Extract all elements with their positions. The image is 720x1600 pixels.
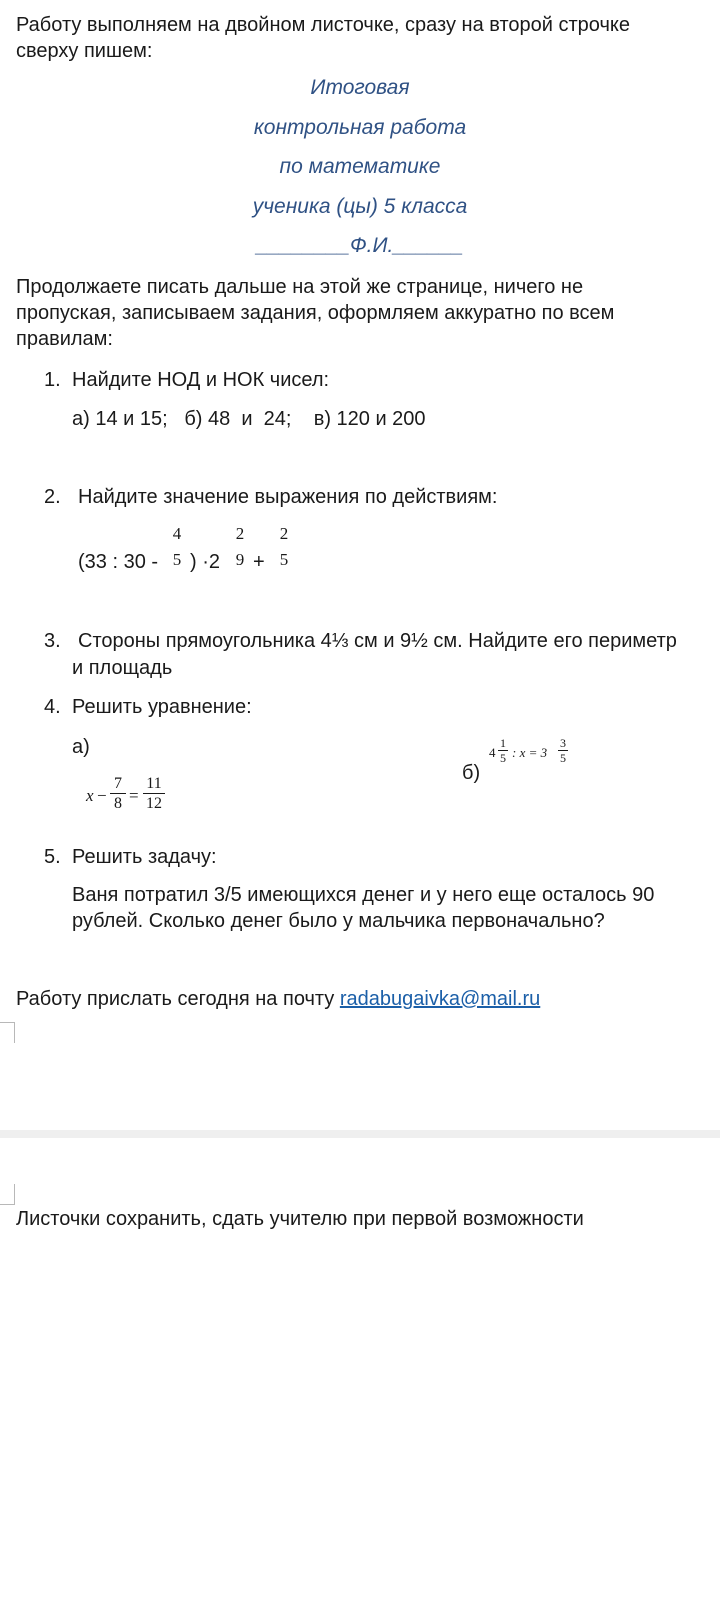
eq-a-fraction-2-numerator: 11 <box>146 775 162 792</box>
task-3-line-1: Стороны прямоугольника 4⅓ см и 9½ см. Найдите его периметр <box>78 630 677 652</box>
continue-line-3: правилам: <box>16 328 113 350</box>
eq-a-fraction-1 <box>110 774 126 813</box>
task-4-number: 4. <box>44 696 61 718</box>
expr-mid: ) ·2 <box>190 551 220 573</box>
expr-plus: + <box>253 551 265 573</box>
task-4-b-label: б) <box>462 762 481 784</box>
task-1-number: 1. <box>44 369 61 391</box>
task-5-text: Решить задачу: <box>72 846 217 868</box>
expr-fraction-2 <box>231 524 249 570</box>
task-4-text: Решить уравнение: <box>72 696 252 718</box>
expr-fraction-2-denominator: 9 <box>235 550 245 569</box>
eq-a-fraction-2-denominator: 12 <box>146 795 162 812</box>
expr-fraction-1 <box>168 524 186 570</box>
task-1-text: Найдите НОД и НОК чисел: <box>72 369 330 391</box>
intro-line-1: Работу выполняем на двойном листочке, сразу на второй строчке <box>16 14 630 36</box>
page-break-band <box>0 1130 720 1138</box>
send-text: Работу прислать сегодня на почту <box>16 988 340 1010</box>
eq-b-fraction-2 <box>558 736 568 765</box>
expr-fraction-3-denominator: 5 <box>279 550 289 569</box>
eq-b-middle: : x = 3 <box>512 745 548 760</box>
title-line-4: ученика (цы) 5 класса <box>252 195 468 218</box>
eq-b-fraction-1-denominator: 5 <box>500 751 506 765</box>
task-5-line-2: рублей. Сколько денег было у мальчика первоначально? <box>72 910 605 932</box>
page-corner-mark-bottom <box>0 1184 15 1205</box>
expr-fraction-3 <box>275 524 293 570</box>
eq-a-fraction-1-numerator: 7 <box>114 775 122 792</box>
task-3-line-2: и площадь <box>72 657 173 679</box>
page-corner-mark-top <box>0 1022 15 1043</box>
task-1-options: а) 14 и 15; б) 48 и 24; в) 120 и 200 <box>72 408 426 430</box>
eq-b-fraction-2-numerator: 3 <box>560 736 566 750</box>
expr-fraction-1-numerator: 4 <box>172 524 182 543</box>
eq-a-equals: = <box>129 786 139 805</box>
eq-a-variable: x <box>86 786 94 805</box>
send-line <box>16 986 540 1012</box>
title-line-2: контрольная работа <box>253 116 467 139</box>
title-line-1: Итоговая <box>310 76 410 99</box>
email-link[interactable]: radabugaivka@mail.ru <box>339 988 541 1010</box>
eq-b-whole-1: 4 <box>489 745 496 760</box>
expr-fraction-3-numerator: 2 <box>279 524 289 543</box>
intro-line-2: сверху пишем: <box>16 40 153 62</box>
task-2-number: 2. <box>44 486 61 508</box>
expr-fraction-1-denominator: 5 <box>172 550 182 569</box>
task-5-number: 5. <box>44 846 61 868</box>
task-3-number: 3. <box>44 630 61 652</box>
task-4-a-label: а) <box>72 736 90 758</box>
keep-sheets-text: Листочки сохранить, сдать учителю при первой возможности <box>16 1208 584 1230</box>
title-name-line: ________Ф.И.______ <box>256 234 464 257</box>
eq-a-fraction-1-denominator: 8 <box>114 795 122 812</box>
eq-b-fraction-1-numerator: 1 <box>500 736 506 750</box>
eq-b-fraction-2-denominator: 5 <box>560 751 566 765</box>
eq-b-fraction-1 <box>498 736 508 765</box>
expr-fraction-2-numerator: 2 <box>235 524 245 543</box>
expr-start: (33 : 30 - <box>78 551 159 573</box>
task-5-line-1: Ваня потратил 3/5 имеющихся денег и у него еще осталось 90 <box>72 884 655 906</box>
title-line-3: по математике <box>279 155 441 178</box>
continue-line-2: пропуская, записываем задания, оформляем аккуратно по всем <box>16 302 615 324</box>
continue-line-1: Продолжаете писать дальше на этой же странице, ничего не <box>16 276 584 298</box>
task-2-text: Найдите значение выражения по действиям: <box>78 486 498 508</box>
eq-a-minus: − <box>97 786 107 805</box>
eq-a-fraction-2 <box>143 774 165 813</box>
